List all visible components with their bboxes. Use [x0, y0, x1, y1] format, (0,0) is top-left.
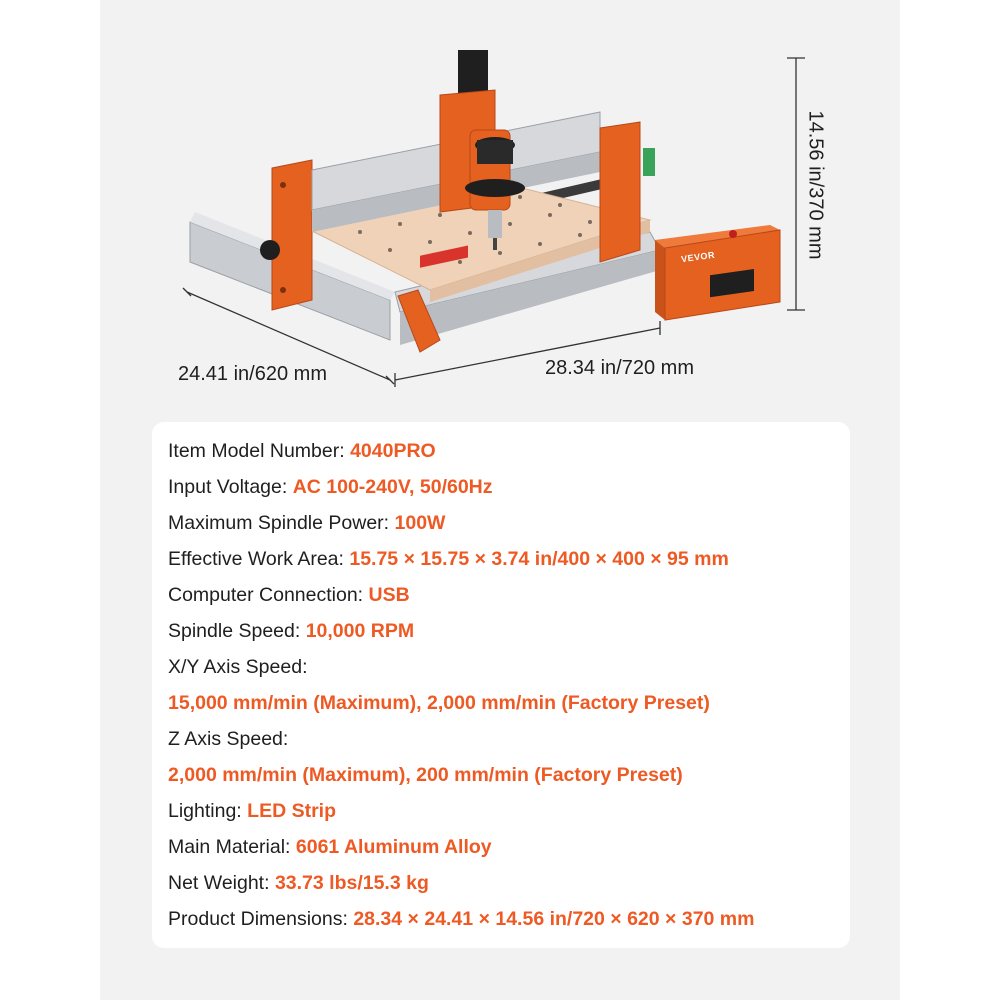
spec-value: 100W: [394, 512, 446, 534]
spec-label: Product Dimensions:: [168, 908, 354, 930]
spec-row-z-speed-label: [168, 727, 288, 751]
spec-label: Net Weight:: [168, 872, 275, 894]
spec-value: AC 100-240V, 50/60Hz: [292, 476, 493, 498]
spec-row-weight: [168, 871, 429, 895]
spec-value: 4040PRO: [350, 440, 436, 462]
spec-label: X/Y Axis Speed:: [168, 656, 308, 678]
control-box: [655, 225, 780, 320]
spec-row-xy-speed-value: [168, 691, 710, 715]
spec-label: Input Voltage:: [168, 476, 293, 498]
spec-row-spindle-speed: [168, 619, 414, 643]
depth-dimension-label: 24.41 in/620 mm: [178, 363, 327, 385]
brand-logo-text: VEVOR: [680, 249, 716, 265]
spec-row-dimensions: [168, 907, 754, 931]
spec-row-voltage: [168, 475, 493, 499]
spec-value: LED Strip: [247, 800, 336, 822]
spec-value: 10,000 RPM: [305, 620, 415, 642]
height-dimension-label: 14.56 in/370 mm: [804, 110, 827, 260]
spec-label: Main Material:: [168, 836, 296, 858]
spec-row-connection: [168, 583, 410, 607]
spec-label: Computer Connection:: [168, 584, 369, 606]
spec-row-lighting: [168, 799, 336, 823]
spec-value: 2,000 mm/min (Maximum), 200 mm/min (Factory Preset): [168, 764, 683, 786]
spec-row-spindle-power: [168, 511, 445, 535]
spec-label: Z Axis Speed:: [168, 728, 289, 750]
spec-row-z-speed-value: [168, 763, 683, 787]
spec-value: 15.75 × 15.75 × 3.74 in/400 × 400 × 95 mm: [349, 548, 729, 570]
cnc-machine-illustration: [0, 0, 1000, 420]
spec-row-material: [168, 835, 492, 859]
spec-label: Maximum Spindle Power:: [168, 512, 395, 534]
spec-row-xy-speed-label: [168, 655, 307, 679]
spec-label: Effective Work Area:: [168, 548, 350, 570]
spec-value: 15,000 mm/min (Maximum), 2,000 mm/min (Factory Preset): [168, 692, 710, 714]
spec-label: Lighting:: [168, 800, 248, 822]
spec-row-model: [168, 439, 436, 463]
spec-row-work-area: [168, 547, 729, 571]
spec-label: Item Model Number:: [168, 440, 351, 462]
specifications-card: [152, 422, 850, 948]
spec-value: 6061 Aluminum Alloy: [295, 836, 492, 858]
spec-value: 28.34 × 24.41 × 14.56 in/720 × 620 × 370 mm: [353, 908, 755, 930]
spec-value: USB: [368, 584, 410, 606]
spec-label: Spindle Speed:: [168, 620, 306, 642]
spec-value: 33.73 lbs/15.3 kg: [274, 872, 429, 894]
width-dimension-label: 28.34 in/720 mm: [545, 357, 694, 379]
